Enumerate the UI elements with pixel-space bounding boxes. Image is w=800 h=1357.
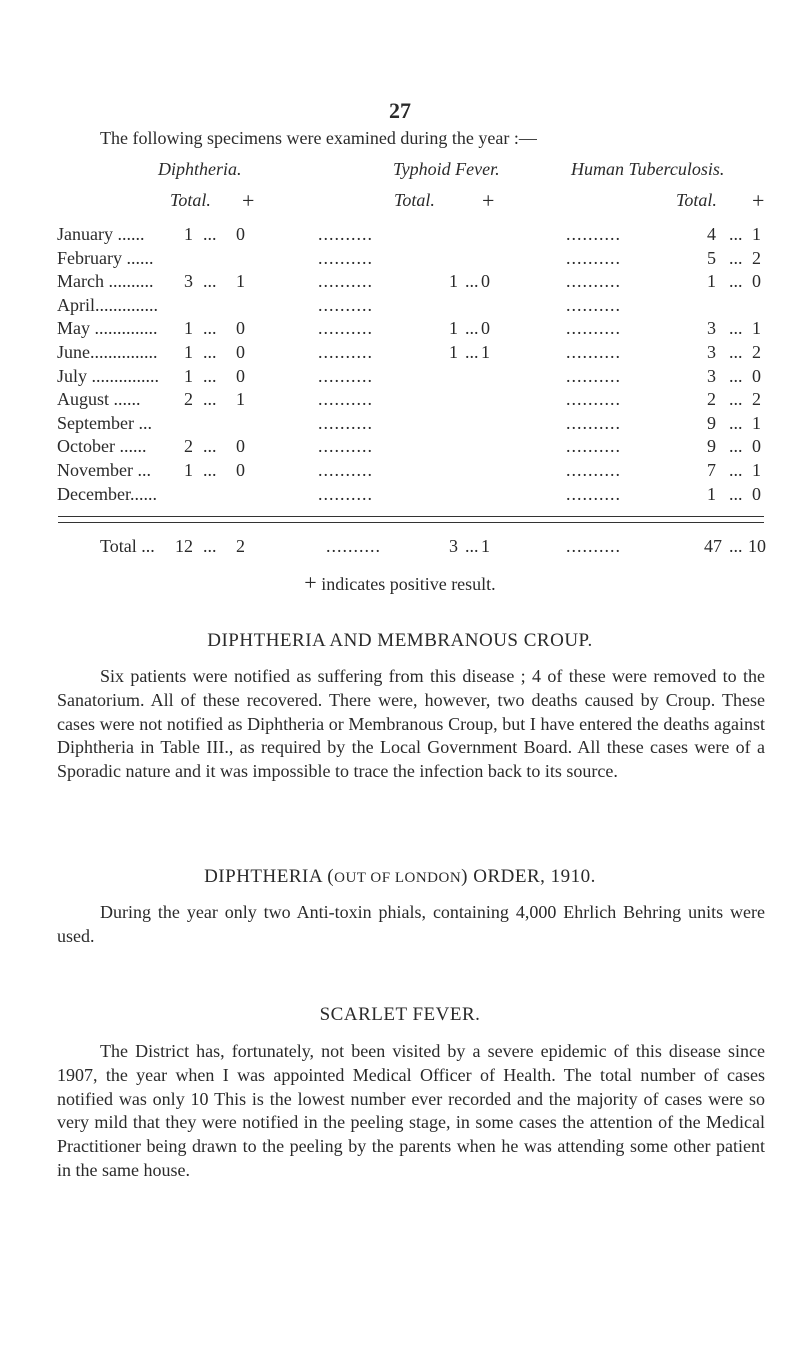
leader-dots: .......... <box>566 389 621 410</box>
tuberculosis-total: 3 <box>707 365 716 386</box>
section-body-scarlet-fever: The District has, fortunately, not been visited by a severe epidemic of this disease since 1907, the year when I was appointed Medical Officer of Health. The total number of cases notified was only 10 This is the lowest number ever recorded and the majority of cases were so very mild that they were notified in the peeling stage, in some cases the attention of the Medical Practitioner being drawn to the peeling by the parents when he was attending some other patient in the same house. <box>57 1041 765 1180</box>
tuberculosis-total: 9 <box>707 412 716 433</box>
typhoid-total: 3 <box>449 536 458 556</box>
diphtheria-positive: 0 <box>236 318 245 339</box>
table-row <box>0 248 800 272</box>
intro-text: The following specimens were examined during the year :— <box>100 128 537 148</box>
separator: ... <box>203 271 217 292</box>
typhoid-positive-heading: + <box>482 188 495 213</box>
separator: ... <box>729 483 743 504</box>
separator: ... <box>465 271 479 292</box>
diphtheria-positive: 2 <box>236 536 245 556</box>
typhoid-heading: Typhoid Fever. <box>393 159 500 179</box>
separator: ... <box>729 271 743 292</box>
diphtheria-positive: 0 <box>236 459 245 480</box>
diphtheria-positive-heading: + <box>242 188 255 213</box>
tuberculosis-total: 9 <box>707 436 716 457</box>
typhoid-total: 1 <box>449 271 458 292</box>
separator: ... <box>465 536 479 556</box>
month-label: November ... <box>57 459 151 480</box>
plus-symbol: + <box>304 570 317 595</box>
month-label: July ............... <box>57 365 160 386</box>
leader-dots: .......... <box>566 459 621 480</box>
month-label: October ...... <box>57 436 147 457</box>
tuberculosis-total: 7 <box>707 459 716 480</box>
month-label: September ... <box>57 412 152 433</box>
separator: ... <box>729 341 743 362</box>
leader-dots: .......... <box>326 536 381 556</box>
tuberculosis-positive: 1 <box>752 318 761 339</box>
typhoid-total: 1 <box>449 318 458 339</box>
leader-dots: .......... <box>318 436 373 457</box>
month-label: April.............. <box>57 294 158 315</box>
section-heading-order <box>0 866 800 888</box>
month-label: March .......... <box>57 271 154 292</box>
table-row <box>0 318 800 342</box>
leader-dots: .......... <box>566 271 621 292</box>
separator: ... <box>729 365 743 386</box>
diphtheria-total: 2 <box>184 389 193 410</box>
leader-dots: .......... <box>318 247 373 268</box>
separator: ... <box>203 224 217 244</box>
heading-part: DIPHTHERIA ( <box>204 866 335 887</box>
leader-dots: .......... <box>318 459 373 480</box>
legend-text: indicates positive result. <box>321 574 496 594</box>
month-label: December...... <box>57 483 157 504</box>
typhoid-positive: 1 <box>481 341 490 362</box>
leader-dots: .......... <box>566 294 621 315</box>
separator: ... <box>465 341 479 362</box>
diphtheria-positive: 0 <box>236 436 245 457</box>
diphtheria-positive: 0 <box>236 224 245 244</box>
month-label: May .............. <box>57 318 158 339</box>
table-row <box>0 436 800 460</box>
tuberculosis-total: 1 <box>707 483 716 504</box>
tuberculosis-positive-heading: + <box>752 188 765 213</box>
section-body-diphtheria: Six patients were notified as suffering from this disease ; 4 of these were removed to the Sanatorium. All of these recovered. There were, however, two deaths caused by Croup. These cases were not notified as Diphtheria or Membranous Croup, but I have entered the deaths against Diphtheria in Table III., as required by the Local Government Board. All these cases were of a Sporadic nature and it was impossible to trace the infection back to its source. <box>57 666 765 782</box>
separator: ... <box>203 341 217 362</box>
tuberculosis-total: 2 <box>707 389 716 410</box>
tuberculosis-total: 5 <box>707 247 716 268</box>
separator: ... <box>729 247 743 268</box>
leader-dots: .......... <box>318 224 373 244</box>
tuberculosis-total-heading: Total. <box>676 190 717 210</box>
tuberculosis-total: 4 <box>707 224 716 244</box>
tuberculosis-positive: 1 <box>752 224 761 244</box>
diphtheria-total: 1 <box>184 318 193 339</box>
tuberculosis-positive: 0 <box>752 483 761 504</box>
totals-row <box>0 536 800 562</box>
separator: ... <box>729 389 743 410</box>
table-row <box>0 342 800 366</box>
month-label: February ...... <box>57 247 154 268</box>
leader-dots: .......... <box>566 224 621 244</box>
table-row <box>0 271 800 295</box>
leader-dots: .......... <box>566 247 621 268</box>
tuberculosis-total: 47 <box>704 536 722 556</box>
typhoid-total: 1 <box>449 341 458 362</box>
leader-dots: .......... <box>318 365 373 386</box>
typhoid-total-heading: Total. <box>394 190 435 210</box>
leader-dots: .......... <box>566 341 621 362</box>
tuberculosis-positive: 1 <box>752 412 761 433</box>
month-label: June............... <box>57 341 158 362</box>
tuberculosis-positive: 2 <box>752 247 761 268</box>
separator: ... <box>729 412 743 433</box>
specimen-table <box>0 224 800 507</box>
diphtheria-positive: 0 <box>236 341 245 362</box>
diphtheria-total: 12 <box>175 536 193 556</box>
separator: ... <box>203 459 217 480</box>
totals-label: Total ... <box>100 536 155 556</box>
typhoid-positive: 1 <box>481 536 490 556</box>
typhoid-positive: 0 <box>481 271 490 292</box>
section-heading-scarlet-fever: SCARLET FEVER. <box>319 1004 481 1025</box>
table-row <box>0 366 800 390</box>
tuberculosis-positive: 1 <box>752 459 761 480</box>
separator: ... <box>729 224 743 244</box>
leader-dots: .......... <box>566 436 621 457</box>
tuberculosis-total: 3 <box>707 341 716 362</box>
separator: ... <box>465 318 479 339</box>
tuberculosis-positive: 0 <box>752 436 761 457</box>
leader-dots: .......... <box>318 318 373 339</box>
separator: ... <box>729 459 743 480</box>
diphtheria-total: 1 <box>184 224 193 244</box>
tuberculosis-positive: 2 <box>752 341 761 362</box>
leader-dots: .......... <box>318 412 373 433</box>
diphtheria-total-heading: Total. <box>170 190 211 210</box>
section-body-order: During the year only two Anti-toxin phials, containing 4,000 Ehrlich Behring units were used. <box>57 902 765 946</box>
separator: ... <box>729 536 743 556</box>
table-row <box>0 460 800 484</box>
diphtheria-total: 1 <box>184 341 193 362</box>
diphtheria-total: 1 <box>184 365 193 386</box>
separator: ... <box>203 536 217 556</box>
tuberculosis-total: 3 <box>707 318 716 339</box>
separator: ... <box>203 318 217 339</box>
heading-part: ) ORDER, 1910. <box>461 866 596 887</box>
tuberculosis-total: 1 <box>707 271 716 292</box>
separator: ... <box>729 436 743 457</box>
leader-dots: .......... <box>566 412 621 433</box>
legend-note <box>0 570 800 596</box>
diphtheria-total: 3 <box>184 271 193 292</box>
section-heading-diphtheria: DIPHTHERIA AND MEMBRANOUS CROUP. <box>207 630 593 651</box>
leader-dots: .......... <box>566 536 621 556</box>
table-rule <box>58 522 764 523</box>
page-number: 27 <box>389 98 411 123</box>
diphtheria-heading: Diphtheria. <box>158 159 242 179</box>
tuberculosis-positive: 0 <box>752 365 761 386</box>
table-rule <box>58 516 764 517</box>
heading-small-caps: OUT OF LONDON <box>334 870 462 886</box>
leader-dots: .......... <box>566 483 621 504</box>
leader-dots: .......... <box>566 365 621 386</box>
table-row <box>0 413 800 437</box>
separator: ... <box>203 436 217 457</box>
diphtheria-total: 1 <box>184 459 193 480</box>
tuberculosis-positive: 2 <box>752 389 761 410</box>
leader-dots: .......... <box>318 389 373 410</box>
leader-dots: .......... <box>566 318 621 339</box>
leader-dots: .......... <box>318 294 373 315</box>
month-label: January ...... <box>57 224 145 244</box>
leader-dots: .......... <box>318 271 373 292</box>
tuberculosis-heading: Human Tuberculosis. <box>571 159 725 179</box>
diphtheria-total: 2 <box>184 436 193 457</box>
separator: ... <box>203 389 217 410</box>
typhoid-positive: 0 <box>481 318 490 339</box>
table-row <box>0 389 800 413</box>
table-row <box>0 295 800 319</box>
diphtheria-positive: 1 <box>236 271 245 292</box>
leader-dots: .......... <box>318 341 373 362</box>
table-row <box>0 484 800 508</box>
diphtheria-positive: 1 <box>236 389 245 410</box>
table-row <box>0 224 800 248</box>
tuberculosis-positive: 10 <box>748 536 766 556</box>
separator: ... <box>203 365 217 386</box>
separator: ... <box>729 318 743 339</box>
month-label: August ...... <box>57 389 141 410</box>
tuberculosis-positive: 0 <box>752 271 761 292</box>
leader-dots: .......... <box>318 483 373 504</box>
diphtheria-positive: 0 <box>236 365 245 386</box>
